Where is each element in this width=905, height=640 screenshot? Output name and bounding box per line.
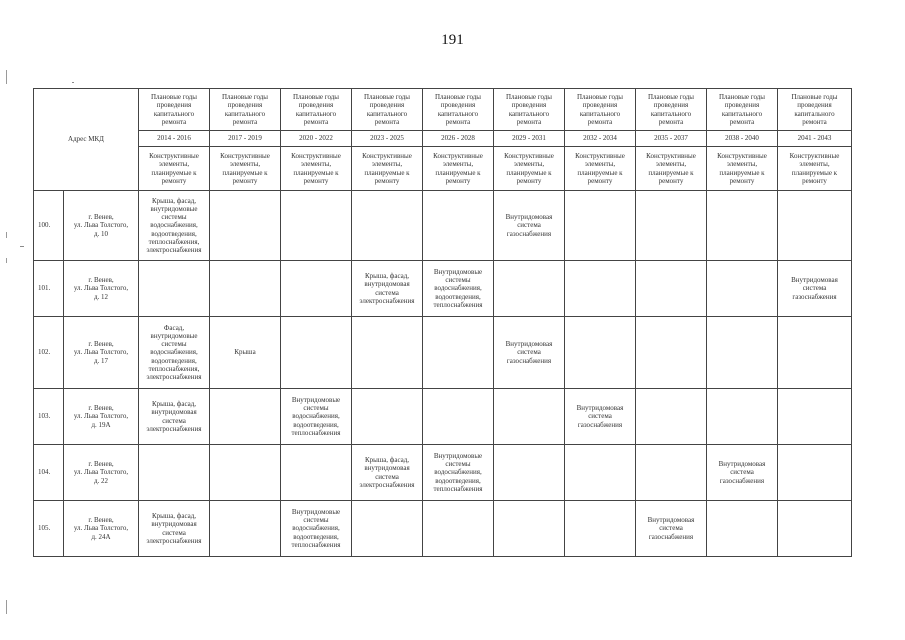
plan-years-header-text: капитального [579, 109, 621, 118]
plan-years-header-cell [494, 89, 565, 131]
repair-element-text: электроснабжения [146, 424, 202, 433]
plan-years-header-text: проведения [156, 101, 192, 110]
scan-artifact [6, 232, 7, 238]
elements-header-text: планируемые к [364, 168, 410, 177]
repair-elements-cell [565, 261, 636, 317]
building-address [64, 191, 139, 261]
repair-elements-cell [281, 389, 352, 445]
address-line: ул. Льва Толстого, [73, 348, 129, 357]
repair-element-text: системы [445, 460, 471, 469]
plan-years-header-text: ремонта [232, 117, 258, 126]
period-header-cell: 2035 - 2037 [636, 131, 707, 147]
plan-years-header-text: проведения [511, 101, 547, 110]
address-line: ул. Льва Толстого, [73, 468, 129, 477]
repair-element-text: газоснабжения [792, 292, 837, 301]
elements-header-text: элементы, [584, 160, 616, 169]
elements-header-text: ремонту [303, 176, 329, 185]
repair-element-text: Крыша, фасад, [364, 272, 410, 281]
repair-elements-cell [707, 191, 778, 261]
repair-elements-cell [352, 191, 423, 261]
elements-header-text: планируемые к [791, 168, 838, 177]
elements-header-text: элементы, [655, 160, 687, 169]
repair-element-text: Внутридомовая [576, 404, 624, 413]
elements-header-text: элементы, [726, 160, 758, 169]
repair-elements-cell [707, 317, 778, 389]
address-header [34, 89, 139, 191]
plan-years-header-text: капитального [794, 109, 835, 118]
repair-elements-cell [210, 191, 281, 261]
period-header-cell: 2026 - 2028 [423, 131, 494, 147]
building-address [64, 317, 139, 389]
building-address [64, 389, 139, 445]
plan-years-header-text: Плановые годы [363, 93, 411, 102]
plan-years-header-cell [423, 89, 494, 131]
building-address [64, 501, 139, 557]
repair-elements-cell [636, 445, 707, 501]
table-row [34, 445, 852, 501]
repair-element-text: водоснабжения, [150, 348, 198, 357]
repair-element-text: Внутридомовая [791, 276, 838, 285]
elements-header-text: ремонту [802, 176, 827, 185]
elements-header-cell [281, 147, 352, 191]
repair-elements-cell [423, 445, 494, 501]
repair-element-text: газоснабжения [506, 229, 552, 238]
building-address [64, 261, 139, 317]
plan-years-header-cell [352, 89, 423, 131]
address-line: д. 19А [91, 420, 111, 429]
repair-elements-cell [210, 501, 281, 557]
elements-header-text: ремонту [658, 176, 684, 185]
repair-element-text: водоотведения, [151, 356, 197, 365]
address-line: г. Венев, [88, 276, 114, 285]
repair-elements-cell [494, 261, 565, 317]
plan-years-header-cell [210, 89, 281, 131]
repair-element-text: внутридомовая [364, 464, 410, 473]
row-number: 100. [34, 191, 64, 261]
repair-element-text: теплоснабжения, [148, 237, 200, 246]
repair-elements-cell [707, 501, 778, 557]
repair-elements-cell [423, 191, 494, 261]
header-row-elements [34, 147, 852, 191]
repair-element-text: водоотведения, [435, 476, 481, 485]
address-line: д. 12 [93, 292, 109, 301]
plan-years-header-text: ремонта [374, 117, 400, 126]
elements-header-text: ремонту [161, 176, 187, 185]
header-row-periods [34, 131, 852, 147]
repair-element-text: газоснабжения [719, 476, 765, 485]
repair-element-text: система [375, 472, 399, 481]
plan-years-header-text: проведения [653, 101, 689, 110]
repair-element-text: системы [303, 404, 329, 413]
repair-elements-cell [352, 389, 423, 445]
table-row [34, 317, 852, 389]
repair-element-text: водоотведения, [293, 532, 339, 541]
repair-element-text: водоотведения, [293, 420, 339, 429]
repair-element-text: электроснабжения [359, 480, 415, 489]
repair-element-text: Крыша, фасад, [151, 512, 197, 521]
repair-elements-cell [139, 191, 210, 261]
plan-years-header-text: капитального [366, 109, 408, 118]
plan-years-header-text: Плановые годы [292, 93, 340, 102]
row-number: 103. [34, 389, 64, 445]
repair-elements-cell [139, 445, 210, 501]
repair-elements-cell [494, 445, 565, 501]
elements-header-text: планируемые к [293, 168, 339, 177]
address-line: г. Венев, [88, 213, 114, 222]
address-line: ул. Льва Толстого, [73, 524, 129, 533]
address-line: ул. Льва Толстого, [73, 412, 129, 421]
period-header-cell: 2023 - 2025 [352, 131, 423, 147]
repair-element-text: внутридомовые [150, 332, 198, 341]
repair-elements-cell [494, 389, 565, 445]
address-line: г. Венев, [88, 460, 114, 469]
elements-header-text: планируемые к [435, 168, 481, 177]
repair-element-text: Внутридомовые [291, 508, 341, 517]
scan-speck [72, 82, 74, 83]
table-row [34, 389, 852, 445]
repair-element-text: Внутридомовая [718, 460, 766, 469]
scan-artifact [6, 600, 7, 614]
repair-elements-cell [352, 501, 423, 557]
address-line: ул. Льва Толстого, [73, 221, 129, 230]
repair-elements-cell [281, 445, 352, 501]
repair-elements-cell [707, 389, 778, 445]
repair-element-text: внутридомовая [364, 280, 410, 289]
plan-years-header-text: Плановые годы [150, 93, 198, 102]
row-number: 102. [34, 317, 64, 389]
elements-header-cell [565, 147, 636, 191]
plan-years-header-text: капитального [153, 109, 195, 118]
repair-elements-cell [139, 501, 210, 557]
elements-header-cell [636, 147, 707, 191]
repair-element-text: внутридомовая [151, 520, 197, 529]
repair-element-text: водоснабжения, [434, 284, 482, 293]
repair-element-text: электроснабжения [146, 536, 202, 545]
repair-elements-cell [565, 191, 636, 261]
repair-element-text: Крыша, фасад, [151, 197, 197, 206]
capital-repair-plan-table [33, 88, 852, 557]
repair-elements-cell [636, 317, 707, 389]
repair-elements-cell [494, 501, 565, 557]
elements-header-cell [707, 147, 778, 191]
elements-header-text: планируемые к [577, 168, 623, 177]
repair-element-text: системы [161, 340, 187, 349]
plan-years-header-text: Плановые годы [791, 93, 838, 102]
repair-elements-cell [707, 261, 778, 317]
elements-header-text: Конструктивные [646, 152, 696, 161]
plan-years-header-text: Плановые годы [718, 93, 766, 102]
repair-elements-cell [210, 261, 281, 317]
plan-years-header-text: проведения [440, 101, 476, 110]
elements-header-text: Конструктивные [362, 152, 412, 161]
repair-elements-cell [778, 501, 852, 557]
repair-element-text: Внутридомовые [433, 452, 483, 461]
repair-element-text: Внутридомовая [505, 213, 553, 222]
plan-years-header-text: ремонта [445, 117, 471, 126]
elements-header-text: ремонту [232, 176, 258, 185]
address-line: г. Венев, [88, 340, 114, 349]
repair-elements-cell [494, 191, 565, 261]
elements-header-text: элементы, [442, 160, 474, 169]
repair-element-text: Внутридомовая [505, 340, 553, 349]
elements-header-cell [494, 147, 565, 191]
repair-element-text: теплоснабжения [433, 484, 483, 493]
table-row [34, 191, 852, 261]
elements-header-text: Конструктивные [789, 152, 840, 161]
repair-element-text: Крыша, фасад, [151, 400, 197, 409]
plan-years-header-text: ремонта [802, 117, 827, 126]
repair-element-text: водоотведения, [151, 229, 197, 238]
table-row [34, 261, 852, 317]
period-header-cell: 2017 - 2019 [210, 131, 281, 147]
address-line: г. Венев, [88, 404, 114, 413]
elements-header-cell [778, 147, 852, 191]
elements-header-text: Конструктивные [504, 152, 554, 161]
repair-element-text: водоснабжения, [292, 524, 340, 533]
plan-years-header-text: капитального [508, 109, 550, 118]
plan-years-header-text: проведения [369, 101, 405, 110]
repair-element-text: газоснабжения [577, 420, 623, 429]
plan-years-header-text: капитального [437, 109, 479, 118]
repair-element-text: электроснабжения [146, 372, 202, 381]
repair-element-text: Фасад, [163, 324, 185, 333]
repair-elements-cell [281, 261, 352, 317]
plan-years-header-text: Плановые годы [505, 93, 553, 102]
plan-years-header-cell [281, 89, 352, 131]
period-header-cell: 2038 - 2040 [707, 131, 778, 147]
elements-header-text: ремонту [729, 176, 755, 185]
address-line: г. Венев, [88, 516, 114, 525]
repair-elements-cell [281, 501, 352, 557]
elements-header-text: планируемые к [222, 168, 268, 177]
plan-years-header-text: капитального [721, 109, 763, 118]
elements-header-text: элементы, [300, 160, 332, 169]
elements-header-text: планируемые к [506, 168, 552, 177]
plan-years-header-text: Плановые годы [221, 93, 269, 102]
elements-header-cell [352, 147, 423, 191]
plan-years-header-text: проведения [724, 101, 760, 110]
scan-speck [20, 246, 24, 247]
repair-elements-cell [565, 445, 636, 501]
building-address [64, 445, 139, 501]
plan-years-header-text: проведения [797, 101, 832, 110]
plan-years-header-cell [139, 89, 210, 131]
plan-years-header-text: ремонта [516, 117, 542, 126]
repair-elements-cell [565, 501, 636, 557]
repair-elements-cell [352, 261, 423, 317]
plan-years-header-text: Плановые годы [434, 93, 482, 102]
repair-elements-cell [139, 317, 210, 389]
elements-header-text: элементы, [229, 160, 261, 169]
address-header-label: Адрес МКД [68, 135, 104, 144]
elements-header-text: Конструктивные [575, 152, 625, 161]
repair-element-text: внутридомовые [150, 205, 198, 214]
repair-element-text: теплоснабжения [291, 540, 341, 549]
plan-years-header-text: капитального [224, 109, 266, 118]
repair-elements-cell [565, 389, 636, 445]
page-number: 191 [441, 32, 464, 48]
elements-header-text: Конструктивные [717, 152, 767, 161]
plan-years-header-text: капитального [650, 109, 692, 118]
plan-years-header-text: ремонта [161, 117, 187, 126]
repair-element-text: Внутридомовая [647, 516, 695, 525]
repair-elements-cell [423, 317, 494, 389]
repair-element-text: теплоснабжения, [148, 364, 200, 373]
elements-header-text: ремонту [445, 176, 471, 185]
elements-header-text: ремонту [374, 176, 400, 185]
repair-element-text: система [588, 412, 612, 421]
repair-elements-cell [423, 261, 494, 317]
address-line: д. 22 [93, 476, 109, 485]
repair-elements-cell [281, 317, 352, 389]
repair-element-text: системы [303, 516, 329, 525]
row-number: 101. [34, 261, 64, 317]
period-header-cell: 2032 - 2034 [565, 131, 636, 147]
repair-elements-cell [210, 389, 281, 445]
repair-elements-cell [778, 317, 852, 389]
elements-header-text: элементы, [799, 160, 830, 169]
repair-elements-cell [778, 261, 852, 317]
plan-years-header-text: проведения [227, 101, 263, 110]
repair-elements-cell [778, 191, 852, 261]
elements-header-text: Конструктивные [220, 152, 270, 161]
repair-elements-cell [352, 445, 423, 501]
row-number: 104. [34, 445, 64, 501]
plan-years-header-text: ремонта [303, 117, 329, 126]
repair-element-text: электроснабжения [146, 245, 202, 254]
plan-years-header-text: проведения [582, 101, 618, 110]
plan-years-header-text: ремонта [729, 117, 755, 126]
repair-element-text: электроснабжения [359, 296, 415, 305]
repair-elements-cell [210, 317, 281, 389]
plan-years-header-cell [636, 89, 707, 131]
elements-header-text: Конструктивные [149, 152, 199, 161]
repair-elements-cell [494, 317, 565, 389]
elements-header-text: элементы, [371, 160, 403, 169]
repair-elements-cell [423, 501, 494, 557]
repair-element-text: Крыша [234, 348, 256, 357]
row-number: 105. [34, 501, 64, 557]
repair-element-text: водоснабжения, [150, 221, 198, 230]
repair-element-text: система [802, 284, 827, 293]
plan-years-header-text: Плановые годы [647, 93, 695, 102]
elements-header-cell [423, 147, 494, 191]
repair-element-text: газоснабжения [648, 532, 694, 541]
scan-artifact [6, 70, 7, 84]
repair-element-text: теплоснабжения [433, 300, 483, 309]
repair-elements-cell [565, 317, 636, 389]
repair-element-text: система [375, 288, 399, 297]
period-header-cell: 2029 - 2031 [494, 131, 565, 147]
repair-elements-cell [778, 389, 852, 445]
repair-element-text: система [517, 221, 541, 230]
repair-element-text: газоснабжения [506, 356, 552, 365]
plan-years-header-text: проведения [298, 101, 334, 110]
plan-years-header-cell [565, 89, 636, 131]
repair-element-text: системы [445, 276, 471, 285]
repair-elements-cell [281, 191, 352, 261]
repair-elements-cell [139, 389, 210, 445]
period-header-cell: 2020 - 2022 [281, 131, 352, 147]
plan-years-header-text: капитального [295, 109, 337, 118]
address-line: ул. Льва Толстого, [73, 284, 129, 293]
repair-elements-cell [636, 261, 707, 317]
header-row-plan-years [34, 89, 852, 131]
repair-element-text: водоотведения, [435, 292, 481, 301]
table-row [34, 501, 852, 557]
elements-header-text: элементы, [513, 160, 545, 169]
elements-header-text: Конструктивные [433, 152, 483, 161]
elements-header-text: элементы, [158, 160, 190, 169]
elements-header-text: планируемые к [648, 168, 694, 177]
elements-header-text: ремонту [516, 176, 542, 185]
elements-header-cell [210, 147, 281, 191]
repair-element-text: Внутридомовые [291, 396, 341, 405]
repair-element-text: система [730, 468, 754, 477]
repair-element-text: теплоснабжения [291, 428, 341, 437]
repair-elements-cell [778, 445, 852, 501]
plan-years-header-text: ремонта [587, 117, 613, 126]
repair-element-text: система [162, 416, 186, 425]
elements-header-text: планируемые к [151, 168, 197, 177]
repair-element-text: система [517, 348, 541, 357]
repair-elements-cell [210, 445, 281, 501]
repair-elements-cell [352, 317, 423, 389]
elements-header-text: Конструктивные [291, 152, 341, 161]
scan-artifact [6, 258, 7, 263]
address-line: д. 17 [93, 356, 109, 365]
repair-elements-cell [139, 261, 210, 317]
plan-years-header-text: ремонта [658, 117, 684, 126]
repair-element-text: Внутридомовые [433, 268, 483, 277]
period-header-cell: 2041 - 2043 [778, 131, 852, 147]
period-header-cell: 2014 - 2016 [139, 131, 210, 147]
repair-element-text: система [162, 528, 186, 537]
repair-elements-cell [636, 501, 707, 557]
repair-element-text: система [659, 524, 683, 533]
address-line: д. 10 [93, 229, 109, 238]
repair-element-text: водоснабжения, [434, 468, 482, 477]
address-line: д. 24А [91, 532, 111, 541]
repair-elements-cell [707, 445, 778, 501]
repair-elements-cell [636, 389, 707, 445]
plan-years-header-cell [707, 89, 778, 131]
repair-elements-cell [636, 191, 707, 261]
repair-element-text: системы [161, 213, 187, 222]
repair-elements-cell [423, 389, 494, 445]
elements-header-text: ремонту [587, 176, 613, 185]
elements-header-cell [139, 147, 210, 191]
repair-element-text: водоснабжения, [292, 412, 340, 421]
plan-years-header-text: Плановые годы [576, 93, 624, 102]
repair-element-text: внутридомовая [151, 408, 197, 417]
plan-years-header-cell [778, 89, 852, 131]
repair-element-text: Крыша, фасад, [364, 456, 410, 465]
elements-header-text: планируемые к [719, 168, 765, 177]
